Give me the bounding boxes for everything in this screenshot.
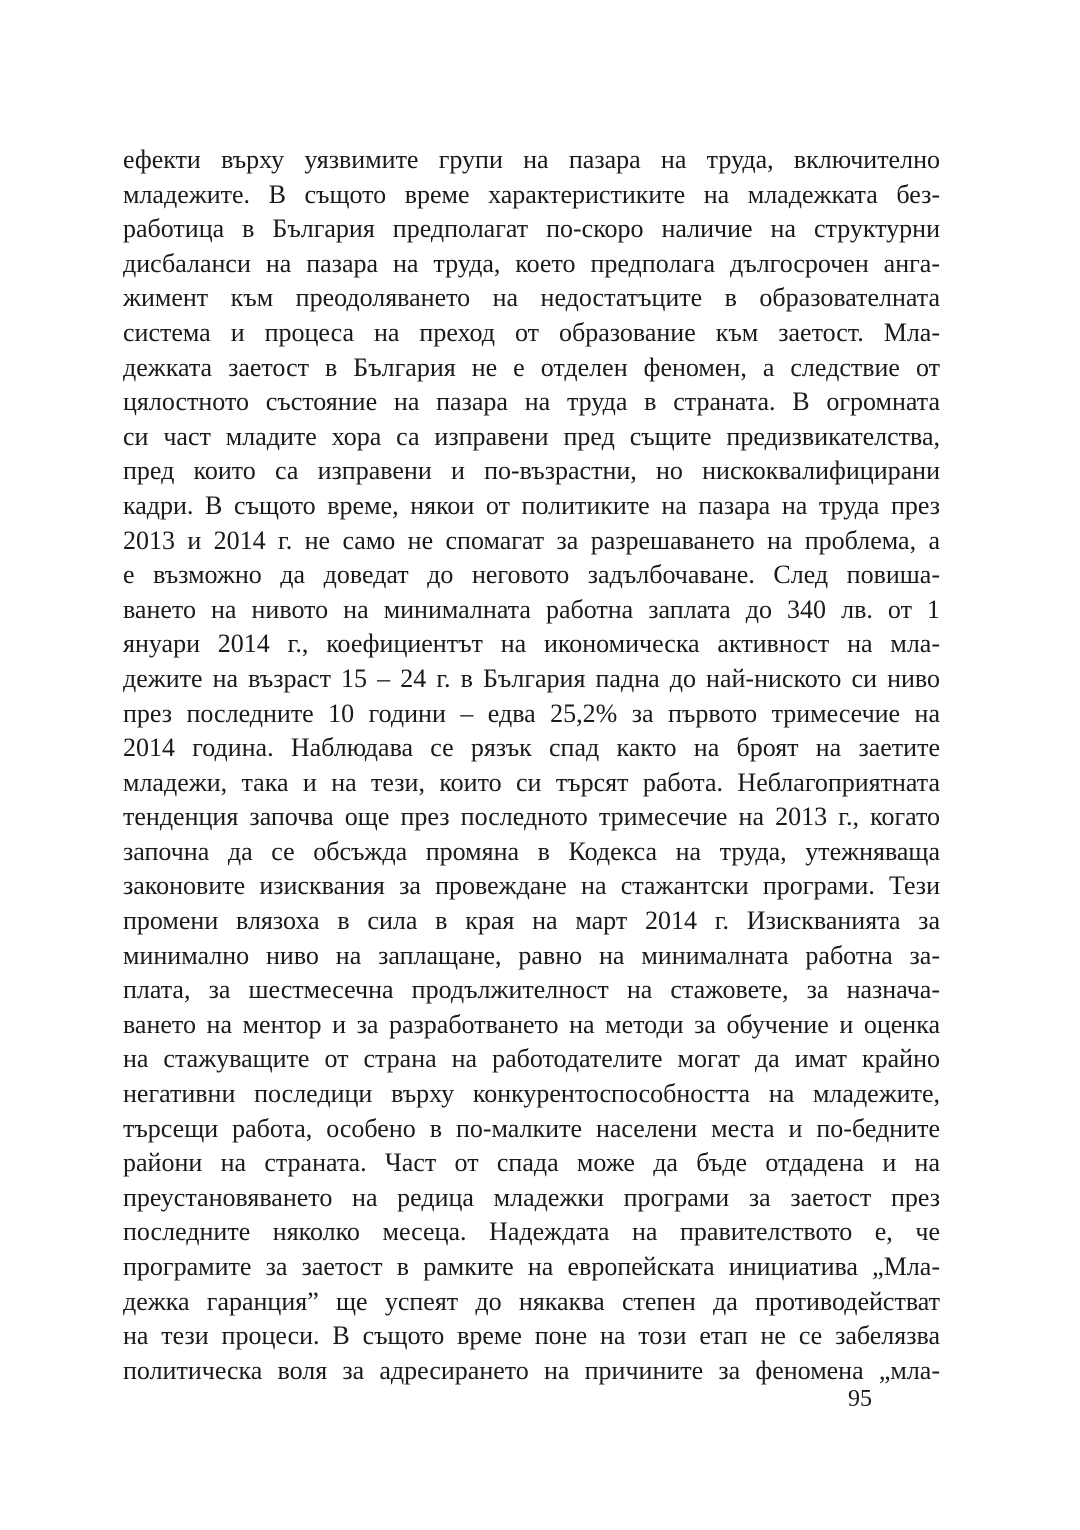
text-line: дежка гаранция” ще успеят до някаква степен да противодействат xyxy=(123,1286,940,1316)
text-line: политическа воля за адресирането на причините за феномена „мла- xyxy=(123,1355,940,1385)
text-line: система и процеса на преход от образование към заетост. Мла- xyxy=(123,317,940,347)
text-line: на стажуващите от страна на работодателите могат да имат крайно xyxy=(123,1044,940,1074)
text-line: цялостното състояние на пазара на труда в страната. В огромната xyxy=(123,387,940,417)
text-line: през последните 10 години – едва 25,2% за първото тримесечие на xyxy=(123,698,940,728)
text-line: последните няколко месеца. Надеждата на правителството е, че xyxy=(123,1217,940,1247)
text-line: търсещи работа, особено в по-малките населени места и по-бедните xyxy=(123,1113,940,1143)
text-line: минимално ниво на заплащане, равно на минималната работна за- xyxy=(123,940,940,970)
text-line: дежката заетост в България не е отделен феномен, а следствие от xyxy=(123,352,940,382)
text-line: пред които са изправени и по-възрастни, но нискоквалифицирани xyxy=(123,456,940,486)
text-line: започна да се обсъжда промяна в Кодекса на труда, утежняваща xyxy=(123,836,940,866)
text-line: ефекти върху уязвимите групи на пазара на труда, включително xyxy=(123,145,940,174)
text-line: януари 2014 г., коефициентът на икономическа активност на мла- xyxy=(123,629,940,659)
text-line: кадри. В същото време, някои от политиките на пазара на труда през xyxy=(123,490,940,520)
text-line: е възможно да доведат до неговото задълбочаване. След повиша- xyxy=(123,560,940,590)
text-line: 2014 година. Наблюдава се рязък спад както на броят на заетите xyxy=(123,733,940,763)
text-line: плата, за шестмесечна продължителност на стажовете, за назнача- xyxy=(123,975,940,1005)
text-line: промени влязоха в сила в края на март 2014 г. Изискванията за xyxy=(123,906,940,936)
text-line: законовите изисквания за провеждане на стажантски програми. Тези xyxy=(123,871,940,901)
text-line: си част младите хора са изправени пред същите предизвикателства, xyxy=(123,421,940,451)
body-text xyxy=(123,143,940,1388)
text-line: ването на нивото на минималната работна заплата до 340 лв. от 1 xyxy=(123,594,940,624)
text-line: дисбаланси на пазара на труда, което предполага дългосрочен анга- xyxy=(123,248,940,278)
text-line: програмите за заетост в рамките на европейската инициатива „Мла- xyxy=(123,1252,940,1281)
text-line: на тези процеси. В същото време поне на този етап не се забелязва xyxy=(123,1321,940,1351)
text-line: 2013 и 2014 г. не само не спомагат за разрешаването на проблема, а xyxy=(123,525,940,555)
text-line: младежи, така и на тези, които си търсят работа. Неблагоприятната xyxy=(123,767,940,797)
text-line: работица в България предполагат по-скоро наличие на структурни xyxy=(123,214,940,244)
text-line: преустановяването на редица младежки програми за заетост през xyxy=(123,1182,940,1212)
text-line: жимент към преодоляването на недостатъците в образователната xyxy=(123,283,940,313)
text-line: райони на страната. Част от спада може да бъде отдадена и на xyxy=(123,1148,940,1178)
text-line: негативни последици върху конкурентоспособността на младежите, xyxy=(123,1079,940,1109)
page-number: 95 xyxy=(848,1386,872,1412)
text-line: младежите. В същото време характеристиките на младежката без- xyxy=(123,179,940,209)
text-line: ването на ментор и за разработването на методи за обучение и оценка xyxy=(123,1009,940,1039)
text-line: тенденция започва още през последното тримесечие на 2013 г., когато xyxy=(123,802,940,832)
text-line: дежите на възраст 15 – 24 г. в България падна до най-ниското си ниво xyxy=(123,663,940,693)
